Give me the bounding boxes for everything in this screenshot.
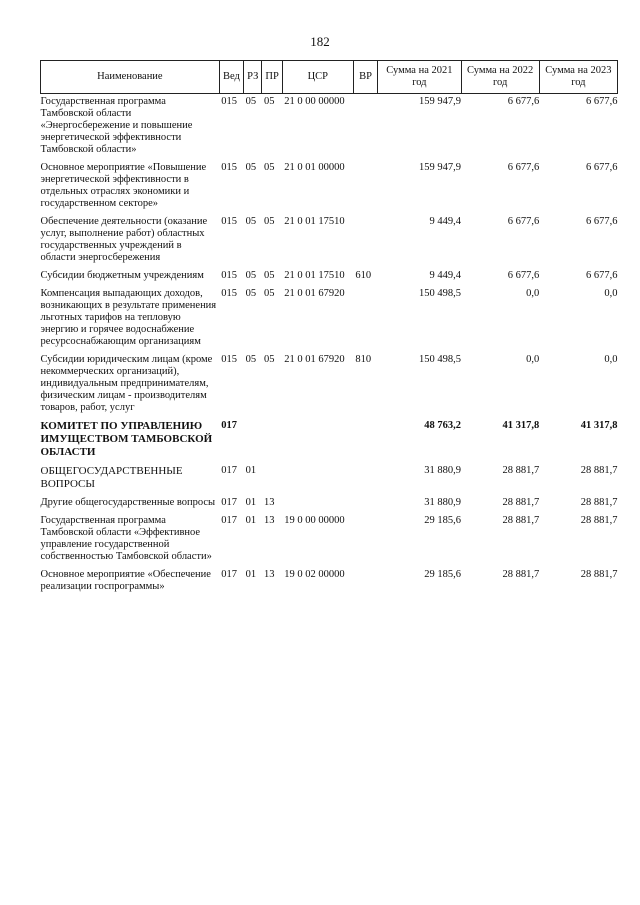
row-csr: 19 0 00 00000 — [284, 515, 345, 526]
row-pr: 05 — [263, 270, 275, 281]
row-rz: 01 — [245, 515, 257, 526]
row-pr: 05 — [263, 288, 275, 299]
row-ved: 017 — [221, 569, 238, 580]
row-rz: 05 — [245, 216, 257, 227]
row-vr — [353, 491, 377, 509]
header-csr: ЦСР — [282, 61, 353, 94]
row-sum-2022: 6 677,6 — [507, 216, 540, 227]
row-ved: 017 — [221, 465, 238, 476]
row-rz: 01 — [245, 569, 257, 580]
row-vr — [353, 94, 377, 157]
row-vr — [353, 563, 377, 593]
row-ved: 017 — [221, 497, 238, 508]
row-csr: 21 0 00 00000 — [284, 96, 345, 107]
row-csr: 21 0 01 67920 — [284, 288, 345, 299]
row-rz: 01 — [245, 465, 257, 476]
table-row — [41, 491, 618, 509]
row-ved: 017 — [221, 515, 238, 526]
header-name: Наименование — [41, 61, 220, 94]
row-rz: 01 — [245, 497, 257, 508]
row-sum-2021: 31 880,9 — [424, 465, 462, 476]
row-csr: 19 0 02 00000 — [284, 569, 345, 580]
row-sum-2022: 28 881,7 — [502, 569, 540, 580]
row-pr: 05 — [263, 96, 275, 107]
header-ved: Вед — [219, 61, 243, 94]
row-vr — [353, 156, 377, 210]
row-pr: 05 — [263, 354, 275, 365]
row-sum-2022: 6 677,6 — [507, 270, 540, 281]
row-ved: 015 — [221, 162, 238, 173]
row-vr — [353, 509, 377, 563]
header-rz: РЗ — [244, 61, 262, 94]
row-rz: 05 — [245, 162, 257, 173]
page-number: 182 — [310, 34, 330, 49]
row-sum-2023: 0,0 — [604, 288, 618, 299]
row-sum-2022: 41 317,8 — [502, 420, 540, 431]
row-rz: 05 — [245, 270, 257, 281]
row-sum-2021: 9 449,4 — [429, 270, 462, 281]
table-body — [41, 94, 618, 594]
row-csr — [282, 491, 353, 509]
row-csr — [282, 414, 353, 459]
row-name: Обеспечение деятельности (оказание услуг, выполнение работ) областных государственных учреждений в области энергосбережения — [40, 216, 208, 263]
budget-table — [40, 60, 618, 593]
header-sum-2021: Сумма на 2021 год — [378, 61, 461, 94]
row-sum-2023: 28 881,7 — [580, 569, 618, 580]
row-sum-2021: 159 947,9 — [419, 162, 462, 173]
table-row — [41, 264, 618, 282]
table-row — [41, 156, 618, 210]
row-csr — [282, 459, 353, 491]
row-sum-2023: 28 881,7 — [580, 515, 618, 526]
row-name: КОМИТЕТ ПО УПРАВЛЕНИЮ ИМУЩЕСТВОМ ТАМБОВСКОЙ ОБЛАСТИ — [40, 420, 213, 458]
table-row — [41, 414, 618, 459]
row-sum-2022: 6 677,6 — [507, 96, 540, 107]
row-name: Субсидии юридическим лицам (кроме некоммерческих организаций), индивидуальным предпринимателям, физическим лицам - производителям товаров, работ, услуг — [40, 354, 213, 413]
row-vr — [353, 282, 377, 348]
row-sum-2022: 28 881,7 — [502, 465, 540, 476]
table-row — [41, 282, 618, 348]
row-csr: 21 0 01 17510 — [284, 216, 345, 227]
row-pr — [262, 459, 282, 491]
row-vr — [353, 459, 377, 491]
row-ved: 017 — [221, 420, 238, 431]
row-sum-2021: 9 449,4 — [429, 216, 462, 227]
row-ved: 015 — [221, 270, 238, 281]
row-sum-2021: 48 763,2 — [424, 420, 462, 431]
row-sum-2022: 28 881,7 — [502, 515, 540, 526]
row-sum-2021: 29 185,6 — [424, 515, 462, 526]
row-rz — [244, 414, 262, 459]
row-name: Государственная программа Тамбовской области «Эффективное управление государственной собственностью Тамбовской области» — [40, 515, 212, 562]
row-vr: 810 — [355, 354, 372, 365]
row-csr: 21 0 01 00000 — [284, 162, 345, 173]
row-name: Государственная программа Тамбовской области «Энергосбережение и повышение энергетической эффективности Тамбовской области» — [40, 96, 193, 155]
row-sum-2022: 0,0 — [526, 354, 540, 365]
row-name: Другие общегосударственные вопросы — [40, 497, 216, 508]
row-pr: 05 — [263, 216, 275, 227]
row-sum-2022: 6 677,6 — [507, 162, 540, 173]
table-row — [41, 509, 618, 563]
row-ved: 015 — [221, 96, 238, 107]
table-row — [41, 563, 618, 593]
row-pr: 13 — [263, 497, 275, 508]
row-sum-2021: 159 947,9 — [419, 96, 462, 107]
row-sum-2023: 6 677,6 — [586, 216, 618, 227]
table-header — [41, 61, 618, 94]
row-name: Основное мероприятие «Обеспечение реализации госпрограммы» — [40, 569, 211, 592]
row-rz: 05 — [245, 96, 257, 107]
row-sum-2023: 41 317,8 — [580, 420, 618, 431]
row-sum-2023: 28 881,7 — [580, 465, 618, 476]
row-csr: 21 0 01 67920 — [284, 354, 345, 365]
table-row — [41, 459, 618, 491]
row-vr — [353, 414, 377, 459]
header-sum-2022: Сумма на 2022 год — [461, 61, 539, 94]
row-ved: 015 — [221, 288, 238, 299]
header-pr: ПР — [262, 61, 282, 94]
row-sum-2023: 6 677,6 — [586, 96, 618, 107]
row-sum-2022: 0,0 — [526, 288, 540, 299]
row-sum-2023: 0,0 — [604, 354, 618, 365]
row-name: Основное мероприятие «Повышение энергетической эффективности в отдельных отраслях экономики и государственном секторе» — [40, 162, 207, 209]
row-name: ОБЩЕГОСУДАРСТВЕННЫЕ ВОПРОСЫ — [40, 465, 183, 490]
row-pr — [262, 414, 282, 459]
row-sum-2023: 6 677,6 — [586, 270, 618, 281]
row-vr — [353, 210, 377, 264]
row-vr: 610 — [355, 270, 372, 281]
row-sum-2021: 29 185,6 — [424, 569, 462, 580]
row-sum-2022: 28 881,7 — [502, 497, 540, 508]
row-ved: 015 — [221, 216, 238, 227]
header-sum-2023: Сумма на 2023 год — [539, 61, 617, 94]
row-sum-2021: 31 880,9 — [424, 497, 462, 508]
row-pr: 13 — [263, 569, 275, 580]
row-pr: 05 — [263, 162, 275, 173]
row-ved: 015 — [221, 354, 238, 365]
row-sum-2021: 150 498,5 — [419, 354, 462, 365]
table-row — [41, 210, 618, 264]
table-row — [41, 94, 618, 157]
row-name: Компенсация выпадающих доходов, возникающих в результате применения льготных тарифов на тепловую энергию и горячее водоснабжение ресурсоснабжающим организациям — [40, 288, 217, 347]
row-rz: 05 — [245, 288, 257, 299]
row-sum-2021: 150 498,5 — [419, 288, 462, 299]
row-sum-2023: 28 881,7 — [580, 497, 618, 508]
row-name: Субсидии бюджетным учреждениям — [40, 270, 204, 281]
table-row — [41, 348, 618, 414]
row-csr: 21 0 01 17510 — [284, 270, 345, 281]
row-sum-2023: 6 677,6 — [586, 162, 618, 173]
header-vr: ВР — [353, 61, 377, 94]
row-rz: 05 — [245, 354, 257, 365]
row-pr: 13 — [263, 515, 275, 526]
